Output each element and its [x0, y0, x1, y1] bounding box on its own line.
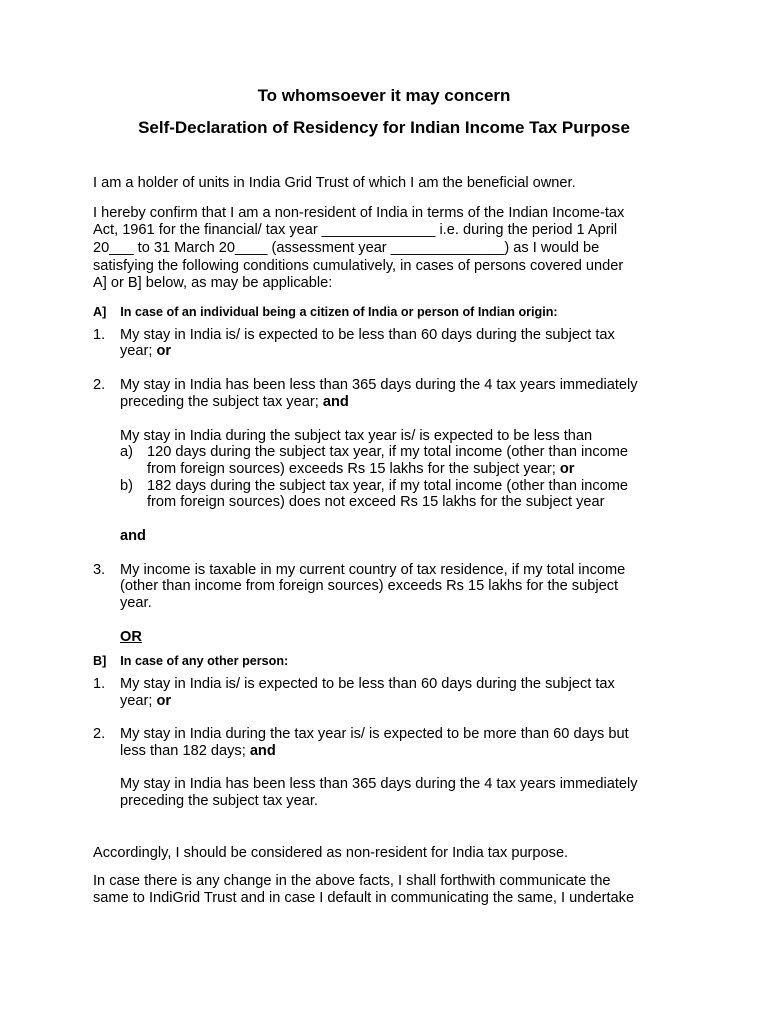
sub-item-text: 182 days during the subject tax year, if my total income (other than income: [147, 478, 629, 494]
confirm-line: I hereby confirm that I am a non-resident of India in terms of the Indian Income-tax: [93, 205, 625, 221]
confirm-line: A] or B] below, as may be applicable:: [93, 275, 333, 291]
change-line: same to IndiGrid Trust and in case I default in communicating the same, I undertake: [93, 890, 635, 906]
conjunction-and: and: [120, 528, 146, 544]
sub-item-text: 120 days during the subject tax year, if my total income (other than income: [147, 444, 629, 460]
list-number: 2.: [93, 726, 106, 742]
list-item-paragraph: My stay in India has been less than 365 days during the 4 tax years immediately: [120, 776, 638, 792]
list-item-text: (other than income from foreign sources) exceeds Rs 15 lakhs for the subject: [120, 578, 619, 594]
section-b-header: [93, 653, 288, 670]
list-item-text: My stay in India is/ is expected to be less than 60 days during the subject tax: [120, 327, 615, 343]
list-item-text: My stay in India has been less than 365 days during the 4 tax years immediately: [120, 377, 638, 393]
section-a-label: A]: [93, 305, 107, 319]
list-number: 3.: [93, 562, 106, 578]
list-item-text: less than 182 days; and: [120, 743, 276, 759]
list-item-text: year; or: [120, 343, 172, 359]
list-item-text: My stay in India is/ is expected to be less than 60 days during the subject tax: [120, 676, 615, 692]
intro-paragraph: I am a holder of units in India Grid Trust of which I am the beneficial owner.: [93, 175, 576, 191]
section-a-title: In case of an individual being a citizen of India or person of Indian origin:: [120, 305, 558, 319]
change-line: In case there is any change in the above facts, I shall forthwith communicate the: [93, 873, 611, 889]
list-item-text: My stay in India during the tax year is/ is expected to be more than 60 days but: [120, 726, 629, 742]
sub-item-text: from foreign sources) does not exceed Rs 15 lakhs for the subject year: [147, 494, 605, 510]
confirm-line: 20___ to 31 March 20____ (assessment year ______________) as I would be: [93, 240, 600, 256]
accordingly-paragraph: Accordingly, I should be considered as non-resident for India tax purpose.: [93, 845, 569, 861]
list-item-text: preceding the subject tax year; and: [120, 394, 349, 410]
list-number: 2.: [93, 377, 106, 393]
section-b-label: B]: [93, 654, 107, 668]
sub-item-text: from foreign sources) exceeds Rs 15 lakhs for the subject year; or: [147, 461, 575, 477]
list-number: 1.: [93, 676, 106, 692]
list-item-text: year.: [120, 595, 152, 611]
list-number: 1.: [93, 327, 106, 343]
or-separator: OR: [120, 629, 142, 645]
section-a-header: [93, 304, 558, 321]
section-b-title: In case of any other person:: [120, 654, 289, 668]
page-subheading: Self-Declaration of Residency for Indian Income Tax Purpose: [138, 118, 630, 137]
page-heading: To whomsoever it may concern: [257, 86, 511, 105]
list-item-text: year; or: [120, 693, 172, 709]
sub-item-label: b): [120, 478, 133, 494]
confirm-line: satisfying the following conditions cumulatively, in cases of persons covered under: [93, 258, 624, 274]
list-item-text: My income is taxable in my current country of tax residence, if my total income: [120, 562, 626, 578]
sub-item-label: a): [120, 444, 133, 460]
confirm-line: Act, 1961 for the financial/ tax year ______________ i.e. during the period 1 April: [93, 222, 618, 238]
list-item-paragraph: My stay in India during the subject tax year is/ is expected to be less than: [120, 428, 593, 444]
list-item-paragraph: preceding the subject tax year.: [120, 793, 318, 809]
